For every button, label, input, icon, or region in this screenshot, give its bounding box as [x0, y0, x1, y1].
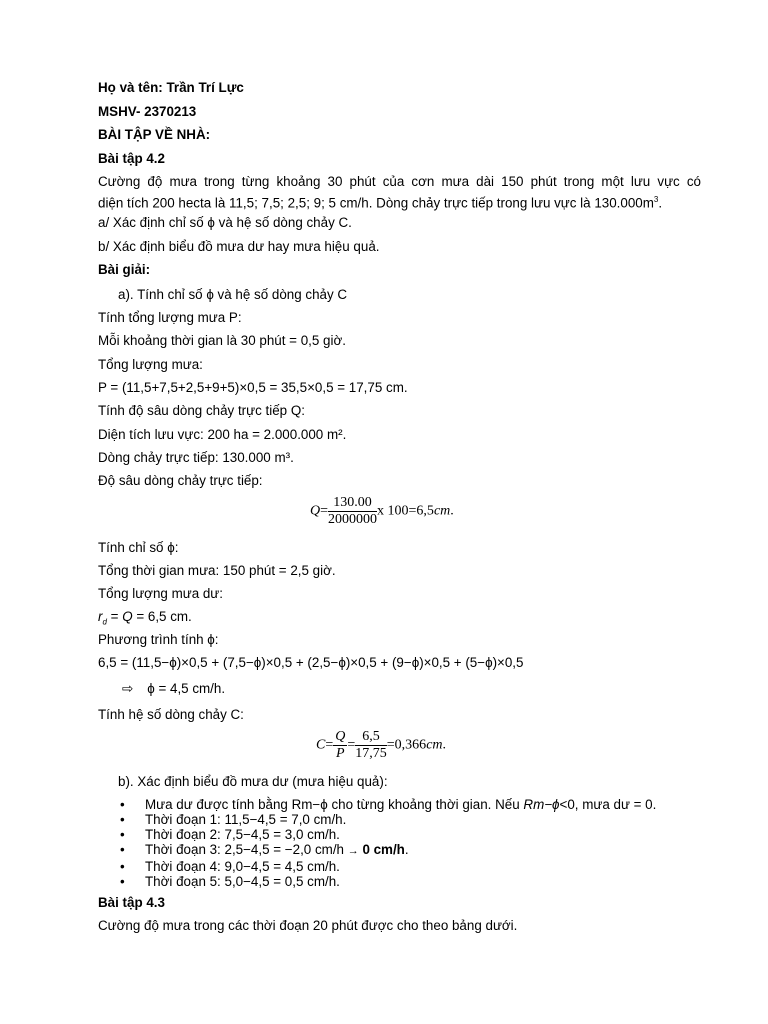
c-fraction-2: $\frac{6,5}{17,75}$: [355, 729, 387, 761]
runoff-line: Dòng chảy trực tiếp: 130.000 m³.: [98, 450, 294, 465]
area-line: Diện tích lưu vực: 200 ha = 2.000.000 m².: [98, 427, 347, 442]
calc-p-heading: Tính tổng lượng mưa P:: [98, 310, 242, 325]
question-a: a/ Xác định chỉ số ϕ và hệ số dòng chảy C.: [98, 215, 352, 230]
c-heading: Tính hệ số dòng chảy C:: [98, 707, 244, 722]
excess-label: Tổng lượng mưa dư:: [98, 586, 223, 601]
c-fraction-1: $\frac{Q}{P}$: [335, 729, 346, 761]
phi-result-line: ⇨ ϕ = 4,5 cm/h.: [122, 681, 226, 696]
solution-title: Bài giải:: [98, 262, 151, 277]
depth-heading: Tính độ sâu dòng chảy trực tiếp Q:: [98, 403, 305, 418]
question-b: b/ Xác định biểu đồ mưa dư hay mưa hiệu quả.: [98, 239, 380, 254]
list-item: • Thời đoạn 4: 9,0−4,5 = 4,5 cm/h.: [120, 859, 656, 874]
phi-equation-label: Phương trình tính ϕ:: [98, 632, 219, 647]
phi-equation: 6,5 = (11,5−ϕ)×0,5 + (7,5−ϕ)×0,5 + (2,5−ϕ)×0,5 + (9−ϕ)×0,5 + (5−ϕ)×0,5: [98, 655, 524, 670]
total-rain-label: Tổng lượng mưa:: [98, 357, 203, 372]
q-fraction: $\frac{130.00}{2000000}$: [328, 495, 378, 527]
exercise-4-3-line-1: Cường độ mưa trong các thời đoạn 20 phút được cho theo bảng dưới.: [98, 918, 518, 933]
exercise-4-2-title: Bài tập 4.2: [98, 151, 165, 166]
student-id: MSHV- 2370213: [98, 104, 197, 119]
interval-line: Mỗi khoảng thời gian là 30 phút = 0,5 giờ.: [98, 333, 346, 348]
problem-line-2: diện tích 200 hecta là 11,5; 7,5; 2,5; 9; 5 cm/h. Dòng chảy trực tiếp trong lưu vực là $130.000m^3$.: [98, 195, 663, 211]
q-equation: Q= $\frac{130.00}{2000000}$ x 100=6,5cm.: [310, 495, 454, 527]
exercise-4-3-title: Bài tập 4.3: [98, 895, 165, 910]
homework-title: BÀI TẬP VỀ NHÀ:: [98, 127, 211, 142]
c-equation: C= $\frac{Q}{P}$ = $\frac{6,5}{17,75}$ =0,366cm.: [316, 729, 447, 761]
list-item: • Thời đoạn 2: 7,5−4,5 = 3,0 cm/h.: [120, 827, 656, 842]
student-name: Họ và tên: Trần Trí Lực: [98, 80, 244, 95]
total-time-line: Tổng thời gian mưa: 150 phút = 2,5 giờ.: [98, 563, 336, 578]
problem-line-1: Cường độ mưa trong từng khoảng 30 phút của cơn mưa dài 150 phút trong một lưu vực có: [98, 174, 701, 189]
rd-line: $r_d = Q = 6,5$ cm.: [98, 609, 192, 627]
p-formula: P = (11,5+7,5+2,5+9+5)×0,5 = 35,5×0,5 = 17,75 cm.: [98, 380, 408, 395]
phi-heading: Tính chỉ số ϕ:: [98, 540, 179, 555]
depth-label: Độ sâu dòng chảy trực tiếp:: [98, 473, 263, 488]
list-item: • Mưa dư được tính bằng Rm−ϕ cho từng khoảng thời gian. Nếu Rm−ϕ<0, mưa dư = 0.: [120, 797, 656, 812]
arrow-icon: ⇨: [122, 681, 134, 696]
list-item: • Thời đoạn 1: 11,5−4,5 = 7,0 cm/h.: [120, 812, 656, 827]
list-item: • Thời đoạn 5: 5,0−4,5 = 0,5 cm/h.: [120, 874, 656, 889]
right-arrow-icon: →: [347, 845, 359, 857]
excess-rain-list: [120, 797, 656, 889]
list-item: • Thời đoạn 3: 2,5−4,5 = −2,0 cm/h → 0 cm/h.: [120, 842, 656, 859]
part-a-heading: a). Tính chỉ số ϕ và hệ số dòng chảy C: [118, 287, 348, 302]
part-b-heading: b). Xác định biểu đồ mưa dư (mưa hiệu quả):: [118, 774, 388, 789]
